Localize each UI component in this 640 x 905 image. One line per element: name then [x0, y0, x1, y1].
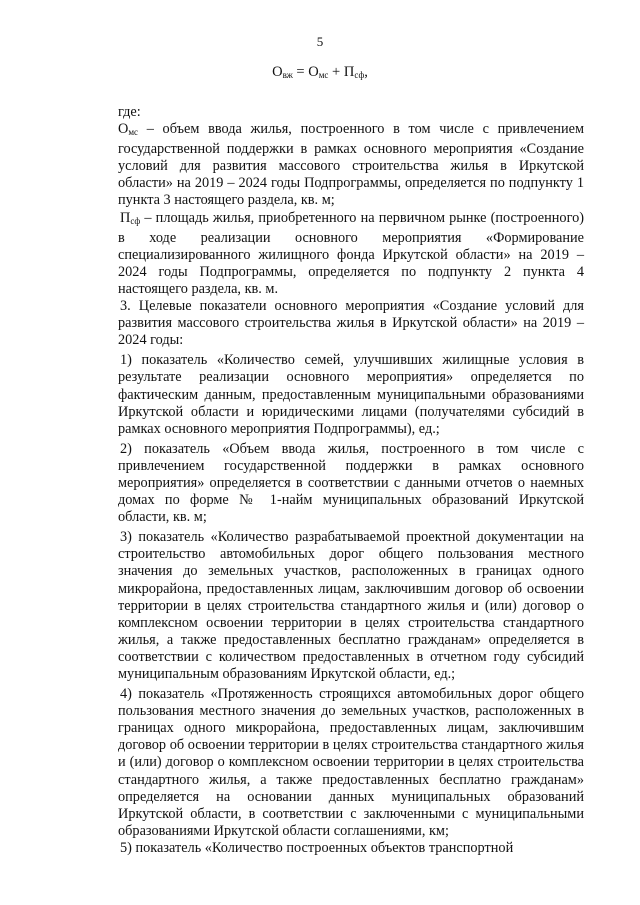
document-body	[118, 104, 584, 857]
where-label: где:	[118, 104, 141, 120]
paragraph-indicator-1: 1) показатель «Количество семей, улучшивших жилищные условия в результате реализации основного мероприятия» определяется по фактическим данным, предоставленным муниципальными образованиями Иркутской области и юридическими лицами (получателями субсидий в рамках основного мероприятия Подпрограммы), ед.;	[118, 352, 584, 437]
formula-term2-sub: сф	[354, 70, 365, 80]
formula-eq: =	[292, 64, 309, 80]
formula-lhs-sub: вж	[282, 70, 293, 80]
def2-symbol: П	[120, 209, 131, 226]
paragraph-3: 3. Целевые показатели основного мероприятия «Создание условий для развития массового строительства жилья в Иркутской области» на 2019 – 2024 годы:	[118, 298, 584, 349]
definition-psf	[118, 210, 584, 298]
formula-lhs: О	[272, 64, 283, 80]
def1-text: – объем ввода жилья, построенного в том числе с привлечением государственной поддержки в рамках основного мероприятия «Создание условий для развития массового строительства жилья в Иркутской области» на 2019 – 2024 годы Подпрограммы, определяется по подпункту 1 пункта 3 настоящего раздела, кв. м;	[118, 121, 584, 209]
formula-plus: +	[328, 64, 344, 80]
definition-omc	[118, 121, 584, 209]
formula-term1-sub: мс	[318, 70, 329, 80]
paragraph-indicator-4: 4) показатель «Протяженность строящихся автомобильных дорог общего пользования местного значения до земельных участков, расположенных в границах одного микрорайона, предоставленных лицам, заключившим договор об освоении территории в целях строительства стандартного жилья и (или) договор о комплексном освоении территории в целях строительства стандартного жилья, а также предоставленных бесплатно гражданам» определяется на основании данных муниципальных образований Иркутской области, в соответствии с заключенными с муниципальными образованиями Иркутской области соглашениями, км;	[118, 686, 584, 839]
formula-tail: ,	[364, 64, 368, 80]
formula-term1: О	[308, 64, 319, 80]
formula-term2: П	[343, 64, 355, 80]
def1-subscript: мс	[128, 127, 139, 138]
page-number: 5	[316, 34, 324, 49]
formula	[0, 64, 640, 81]
def1-symbol: О	[118, 121, 129, 138]
paragraph-indicator-5: 5) показатель «Количество построенных объектов транспортной	[120, 839, 514, 856]
def2-subscript: сф	[130, 215, 141, 226]
paragraph-indicator-2: 2) показатель «Объем ввода жилья, построенного в том числе с привлечением государственной поддержки в рамках основного мероприятия» определяется в соответствии с данными отчетов о наемных домах по форме № 1-найм муниципальных образований Иркутской области, кв. м;	[118, 440, 584, 526]
paragraph-indicator-3: 3) показатель «Количество разрабатываемой проектной документации на строительство автомобильных дорог общего пользования местного значения до земельных участков, расположенных в границах одного микрорайона, предоставленных лицам, заключившим договор об освоении территории в целях строительства стандартного жилья и (или) договор о комплексном освоении территории в целях строительства стандартного жилья, а также предоставленных бесплатно гражданам» определяется в соответствии с количеством предоставленных в отчетном году субсидий муниципальным образованиям Иркутской области, ед.;	[118, 529, 584, 682]
def2-text: – площадь жилья, приобретенного на первичном рынке (построенного) в ходе реализации основного мероприятия «Формирование специализированного жилищного фонда Иркутской области» на 2019 – 2024 годы Подпрограммы, определяется по подпункту 2 пункта 4 настоящего раздела, кв. м.	[118, 209, 584, 297]
